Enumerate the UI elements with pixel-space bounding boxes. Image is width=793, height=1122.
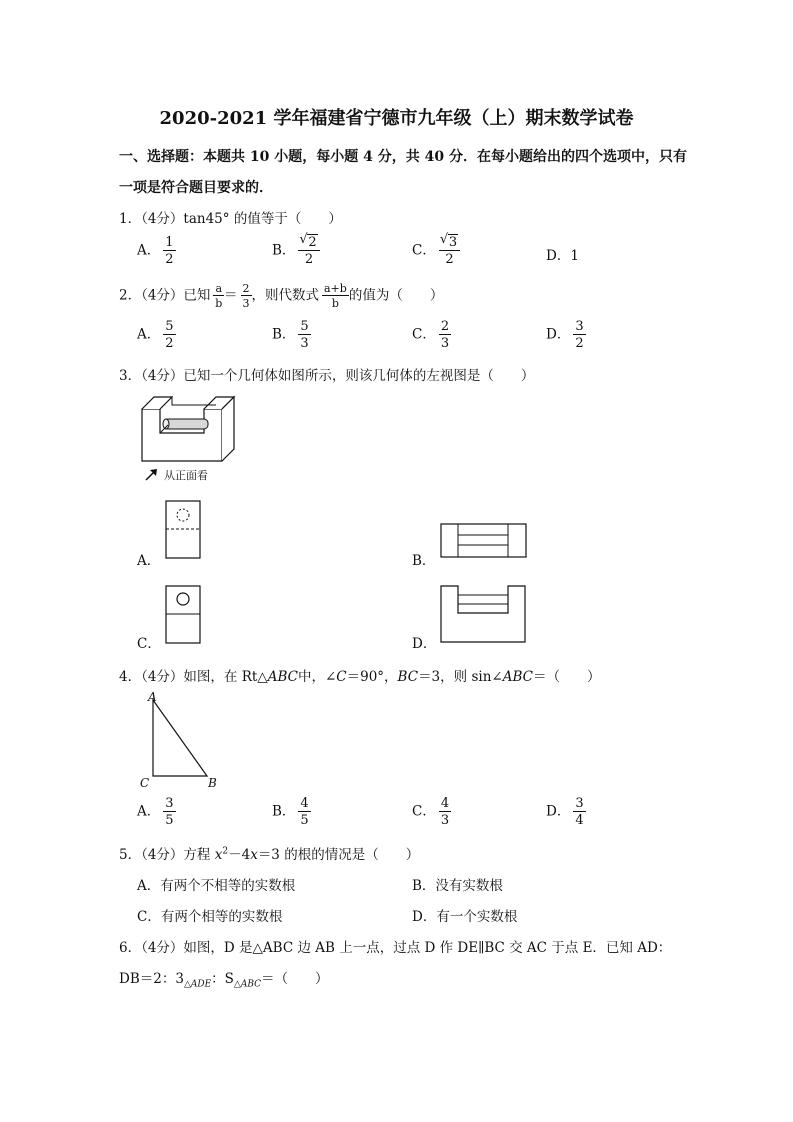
q3-option-b-figure	[440, 523, 530, 559]
q5-option-d[interactable]: D．有一个实数根	[412, 909, 518, 925]
q3-option-d-figure	[440, 585, 530, 645]
q5-stem: 5．（4分）方程 $x^2-4x=3$ 的根的情况是（ ）	[119, 846, 420, 863]
section-heading-line1: 一、选择题：本题共 10 小题，每小题 4 分，共 40 分．在每小题给出的四个选项中，只有	[119, 149, 687, 165]
view-direction-label: 从正面看	[164, 469, 208, 482]
fraction: √ 2 2	[298, 236, 319, 266]
q3-option-d-label[interactable]: D．	[412, 636, 437, 652]
q1-stem: 1．（4分）tan45° 的值等于（ ）	[119, 211, 342, 227]
section-heading-line2: 一项是符合题目要求的．	[119, 180, 273, 196]
q5-option-a[interactable]: A．有两个不相等的实数根	[137, 878, 296, 894]
q2-option-a[interactable]: A． $\frac{5}{2}$	[137, 319, 174, 351]
q4-option-a[interactable]: A． $\frac{3}{5}$	[137, 796, 174, 828]
q2-option-b[interactable]: B． $\frac{5}{3}$	[272, 319, 309, 351]
q6-stem-line2: DB＝2：$3_{\triangle ADE}$：$S_{\triangle ABC}=$（ ）	[119, 971, 329, 990]
q1-option-c[interactable]: C． √ 3 2	[412, 236, 460, 266]
q3-option-c-label[interactable]: C．	[137, 636, 161, 652]
q6-stem-line1: 6．（4分）如图，D 是△ABC 边 AB 上一点，过点 D 作 DE∥BC 交 AC 于点 E．已知 AD：	[119, 940, 672, 956]
fraction-a-over-b: $\frac{a}{b}$	[215, 282, 223, 310]
q2-stem: 2．（4分）已知 $\frac{a}{b}$ ＝ $\frac{2}{3}$ ，则代数式 $\frac{a+b}{b}$ 的值为（ ）	[119, 282, 444, 310]
q1-option-b[interactable]: B． √ 2 2	[272, 236, 320, 266]
arrow-icon	[145, 467, 159, 481]
q3-solid-figure	[140, 395, 240, 465]
fraction-2-over-3: $\frac{2}{3}$	[242, 282, 250, 310]
q4-option-c[interactable]: C． $\frac{4}{3}$	[412, 796, 450, 828]
fraction: $\frac{1}{2}$	[165, 235, 174, 267]
q4-stem: 4．（4分）如图，在 Rt△ABC中，∠C＝90°，BC＝3，则 sin∠ABC＝（ ）	[119, 669, 601, 685]
q3-option-a-figure	[165, 500, 205, 560]
q2-option-c[interactable]: C． $\frac{2}{3}$	[412, 319, 450, 351]
page-title: 2020-2021 学年福建省宁德市九年级（上）期末数学试卷	[159, 108, 634, 129]
vertex-b-label: B	[208, 776, 217, 790]
q3-option-c-figure	[165, 585, 205, 645]
q1-option-a[interactable]: A． $\frac{1}{2}$	[137, 235, 174, 267]
q2-option-d[interactable]: D． $\frac{3}{2}$	[546, 319, 584, 351]
q3-stem: 3．（4分）已知一个几何体如图所示，则该几何体的左视图是（ ）	[119, 368, 535, 384]
q4-option-b[interactable]: B． $\frac{4}{5}$	[272, 796, 309, 828]
q5-option-c[interactable]: C．有两个相等的实数根	[137, 909, 283, 925]
fraction-apb-over-b: $\frac{a+b}{b}$	[324, 282, 347, 310]
vertex-a-label: A	[148, 690, 157, 704]
q3-option-b-label[interactable]: B．	[412, 553, 436, 569]
vertex-c-label: C	[140, 776, 150, 790]
q5-option-b[interactable]: B．没有实数根	[412, 878, 503, 894]
q4-option-d[interactable]: D． $\frac{3}{4}$	[546, 796, 584, 828]
q1-option-d[interactable]: D．1	[546, 248, 579, 264]
q3-option-a-label[interactable]: A．	[137, 553, 161, 569]
fraction: √ 3 2	[439, 236, 460, 266]
